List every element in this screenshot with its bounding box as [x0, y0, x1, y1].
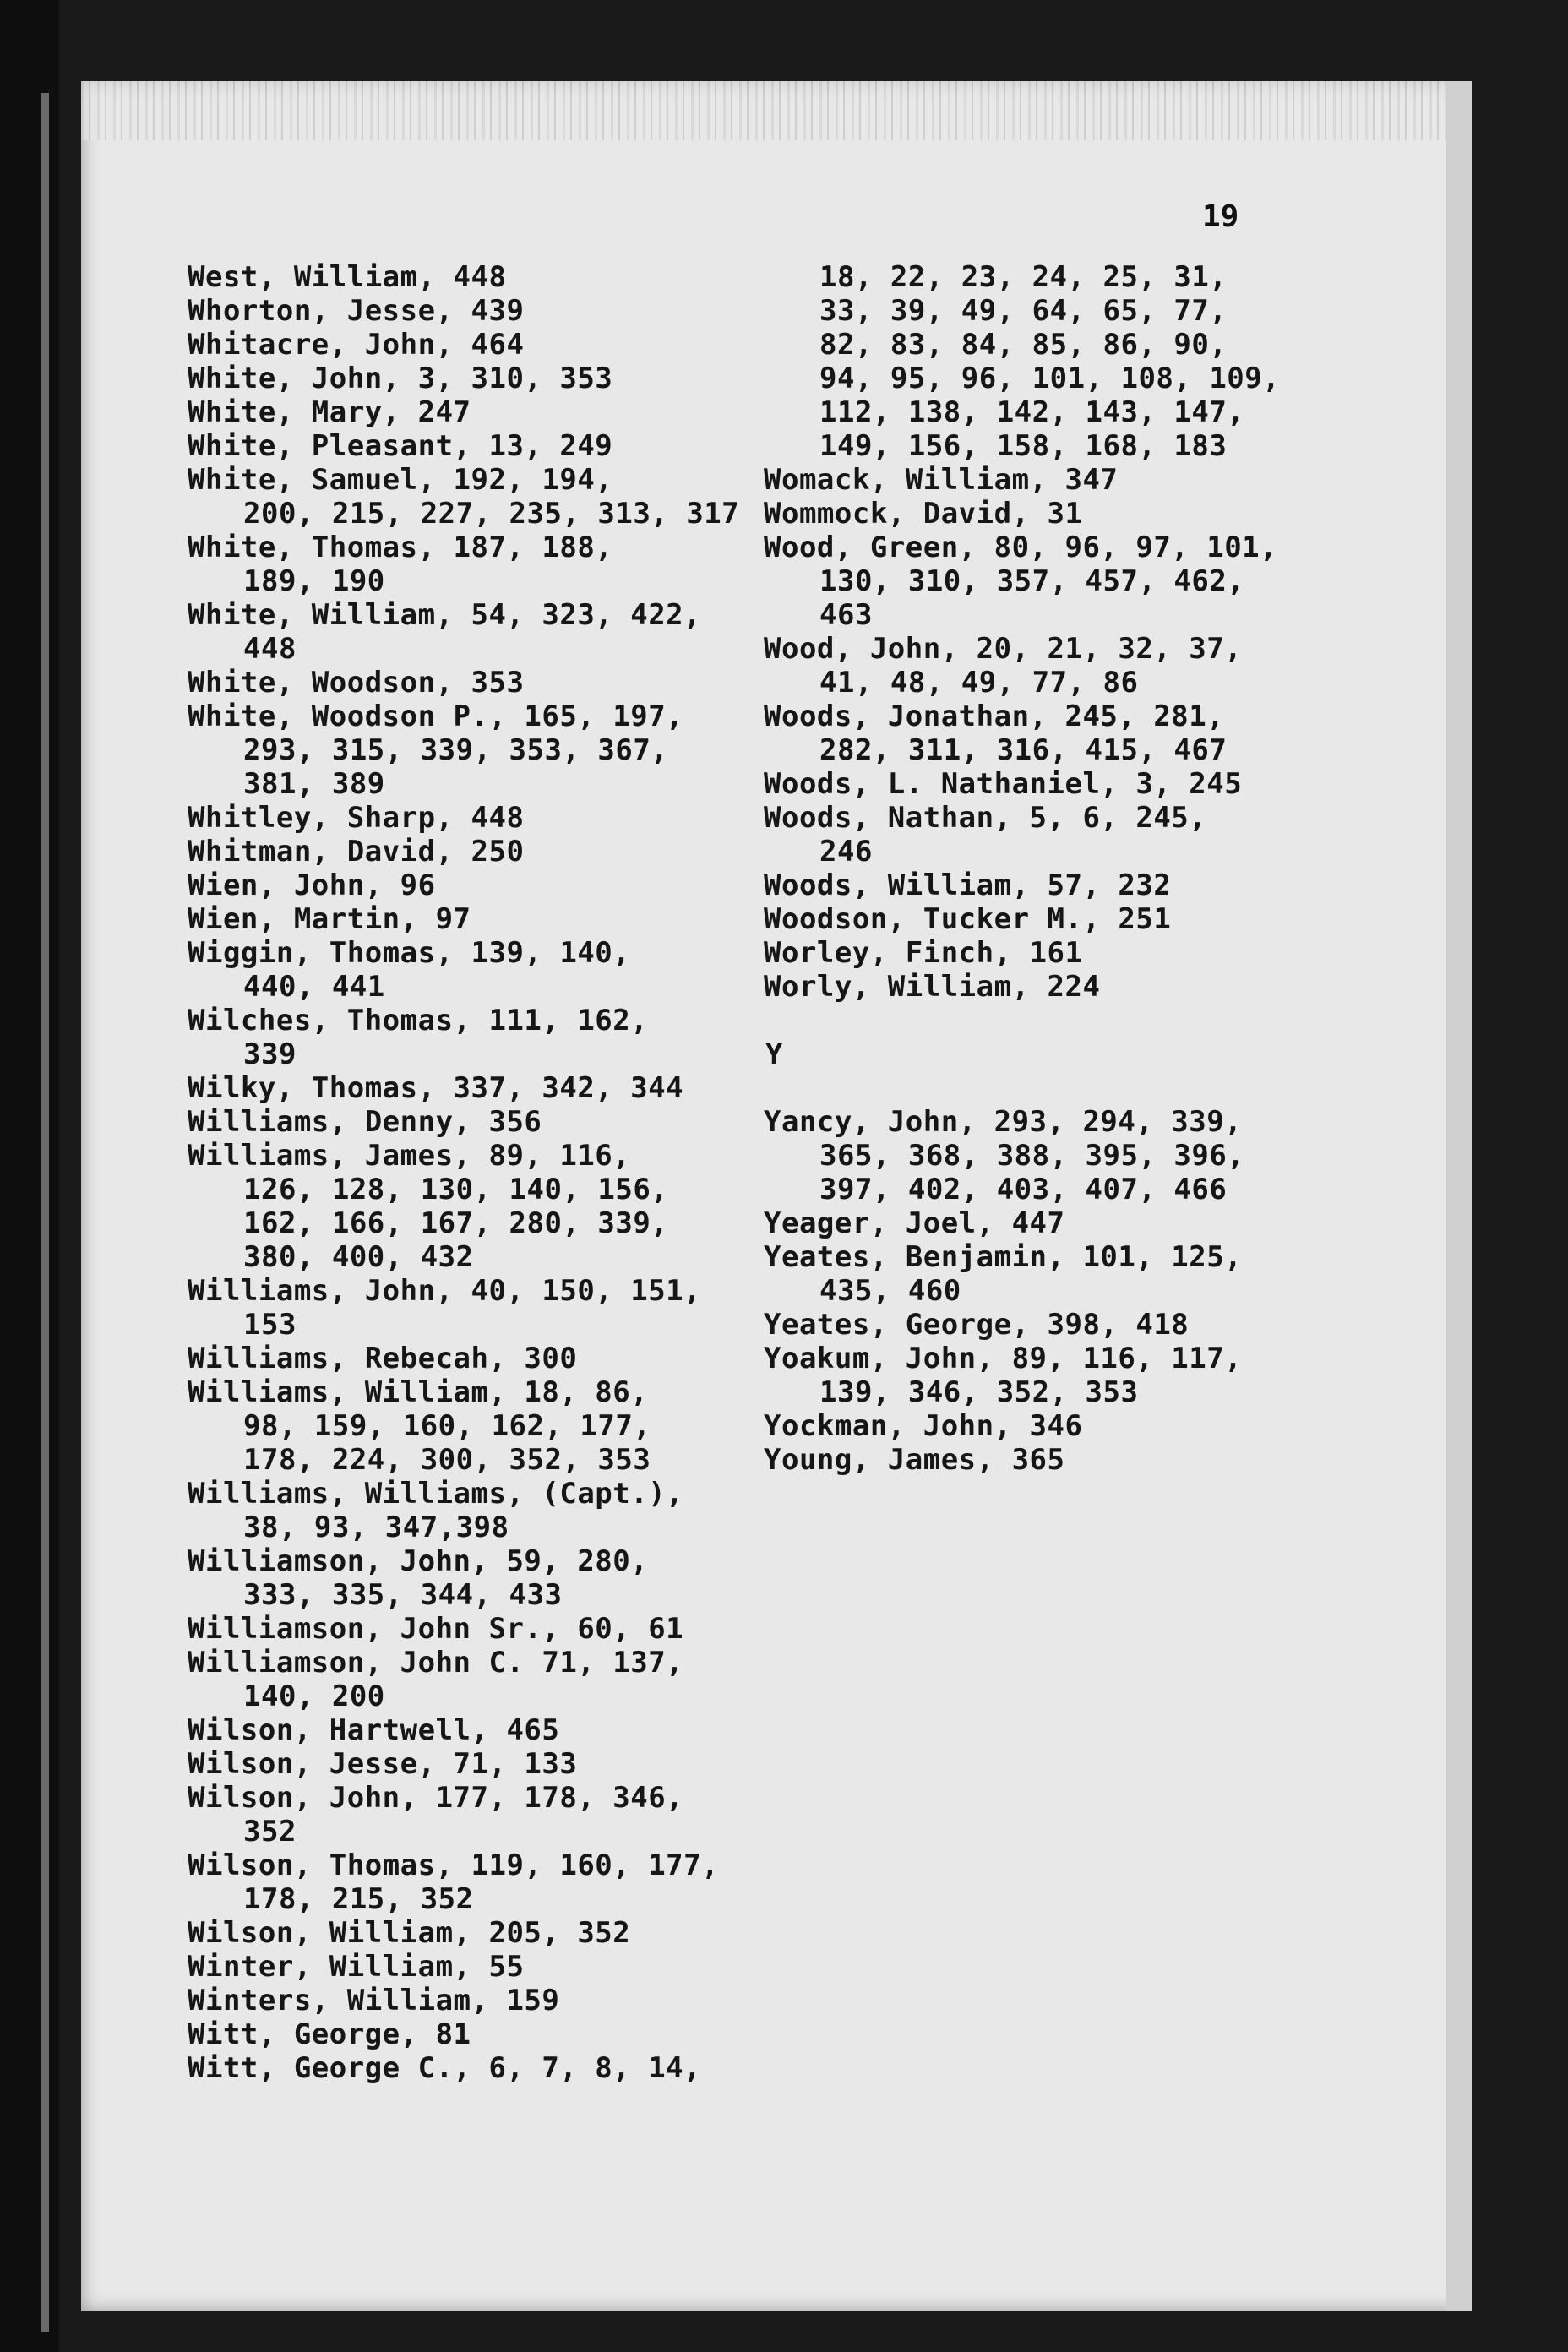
- page-number: 19: [1202, 199, 1239, 234]
- index-entry: Wilson, William, 205, 352: [188, 1916, 631, 1950]
- index-entry: White, Woodson, 353: [188, 666, 525, 700]
- index-entry: Worly, William, 224: [764, 970, 1101, 1004]
- index-entry: Williams, James, 89, 116,: [188, 1139, 631, 1173]
- index-entry: White, John, 3, 310, 353: [188, 362, 613, 395]
- index-entry-continuation: 352: [243, 1815, 297, 1848]
- index-column-left: [188, 260, 739, 2085]
- index-entry-continuation: 153: [243, 1308, 297, 1342]
- index-column-right: [764, 260, 1280, 1477]
- index-entry-continuation: 397, 402, 403, 407, 466: [819, 1173, 1228, 1206]
- scan-border: [0, 0, 59, 2352]
- index-entry: Wilky, Thomas, 337, 342, 344: [188, 1071, 684, 1105]
- index-entry: Williams, Rebecah, 300: [188, 1342, 578, 1375]
- index-entry: Womack, William, 347: [764, 463, 1119, 497]
- index-entry: White, William, 54, 323, 422,: [188, 598, 702, 632]
- index-entry-continuation: 448: [243, 632, 297, 666]
- index-entry: White, Pleasant, 13, 249: [188, 429, 613, 463]
- index-entry-continuation: 82, 83, 84, 85, 86, 90,: [819, 328, 1228, 362]
- index-entry: Witt, George C., 6, 7, 8, 14,: [188, 2051, 702, 2085]
- index-entry: Winters, William, 159: [188, 1984, 560, 2017]
- index-entry-continuation: 381, 389: [243, 767, 385, 801]
- index-entry-continuation: 41, 48, 49, 77, 86: [819, 666, 1139, 700]
- index-entry: White, Woodson P., 165, 197,: [188, 700, 684, 733]
- index-entry: Yeates, Benjamin, 101, 125,: [764, 1240, 1243, 1274]
- index-entry: Yeates, George, 398, 418: [764, 1308, 1190, 1342]
- index-entry-continuation: 178, 224, 300, 352, 353: [243, 1443, 651, 1477]
- index-entry: Whitacre, John, 464: [188, 328, 525, 362]
- index-entry-continuation: 126, 128, 130, 140, 156,: [243, 1173, 669, 1206]
- index-entry-continuation: 140, 200: [243, 1680, 385, 1713]
- index-entry-continuation: 139, 346, 352, 353: [819, 1375, 1139, 1409]
- index-entry-continuation: 94, 95, 96, 101, 108, 109,: [819, 362, 1281, 395]
- index-entry-continuation: 33, 39, 49, 64, 65, 77,: [819, 294, 1228, 328]
- index-entry: White, Samuel, 192, 194,: [188, 463, 613, 497]
- index-entry-continuation: 365, 368, 388, 395, 396,: [819, 1139, 1245, 1173]
- index-entry: Williams, Denny, 356: [188, 1105, 542, 1139]
- index-entry: Winter, William, 55: [188, 1950, 525, 1984]
- index-entry: White, Mary, 247: [188, 395, 471, 429]
- index-entry: Whitman, David, 250: [188, 835, 525, 868]
- index-entry: Williams, Williams, (Capt.),: [188, 1477, 684, 1511]
- index-entry-continuation: 98, 159, 160, 162, 177,: [243, 1409, 651, 1443]
- index-entry: West, William, 448: [188, 260, 507, 294]
- index-entry-continuation: 463: [819, 598, 873, 632]
- index-entry-continuation: 246: [819, 835, 873, 868]
- index-entry: Wood, Green, 80, 96, 97, 101,: [764, 531, 1278, 564]
- index-entry-continuation: 333, 335, 344, 433: [243, 1578, 563, 1612]
- index-entry: Williams, William, 18, 86,: [188, 1375, 649, 1409]
- index-entry: White, Thomas, 187, 188,: [188, 531, 613, 564]
- page-top-edge: [81, 81, 1472, 140]
- section-letter: Y: [765, 1037, 783, 1071]
- index-entry-continuation: 200, 215, 227, 235, 313, 317: [243, 497, 740, 531]
- index-entry: Wilson, Thomas, 119, 160, 177,: [188, 1848, 720, 1882]
- index-entry: Wien, John, 96: [188, 868, 436, 902]
- page-right-edge: [1446, 81, 1472, 2311]
- index-entry: Woods, Nathan, 5, 6, 245,: [764, 801, 1207, 835]
- index-entry-continuation: 282, 311, 316, 415, 467: [819, 733, 1228, 767]
- index-entry: Wilson, Hartwell, 465: [188, 1713, 560, 1747]
- index-page: [81, 81, 1472, 2311]
- index-entry-continuation: 112, 138, 142, 143, 147,: [819, 395, 1245, 429]
- index-entry: Williamson, John C. 71, 137,: [188, 1646, 684, 1680]
- index-entry: Wilson, John, 177, 178, 346,: [188, 1781, 684, 1815]
- index-entry-continuation: 440, 441: [243, 970, 385, 1004]
- index-entry: Wilson, Jesse, 71, 133: [188, 1747, 578, 1781]
- index-entry: Williams, John, 40, 150, 151,: [188, 1274, 702, 1308]
- index-entry-continuation: 130, 310, 357, 457, 462,: [819, 564, 1245, 598]
- index-entry: Yancy, John, 293, 294, 339,: [764, 1105, 1243, 1139]
- index-entry: Worley, Finch, 161: [764, 936, 1083, 970]
- index-entry: Woods, L. Nathaniel, 3, 245: [764, 767, 1243, 801]
- index-entry: Wiggin, Thomas, 139, 140,: [188, 936, 631, 970]
- index-entry: Witt, George, 81: [188, 2017, 471, 2051]
- index-entry: Wommock, David, 31: [764, 497, 1083, 531]
- index-entry: Williamson, John Sr., 60, 61: [188, 1612, 684, 1646]
- index-entry-continuation: 18, 22, 23, 24, 25, 31,: [819, 260, 1228, 294]
- index-entry: Woods, Jonathan, 245, 281,: [764, 700, 1225, 733]
- index-entry-continuation: 38, 93, 347,398: [243, 1511, 509, 1544]
- index-entry: Yockman, John, 346: [764, 1409, 1083, 1443]
- index-entry-continuation: 339: [243, 1037, 297, 1071]
- index-entry-continuation: 189, 190: [243, 564, 385, 598]
- spacer: [764, 1004, 1280, 1037]
- index-entry-continuation: 380, 400, 432: [243, 1240, 474, 1274]
- index-entry-continuation: 149, 156, 158, 168, 183: [819, 429, 1228, 463]
- index-entry: Wilches, Thomas, 111, 162,: [188, 1004, 649, 1037]
- index-entry-continuation: 162, 166, 167, 280, 339,: [243, 1206, 669, 1240]
- index-entry: Wood, John, 20, 21, 32, 37,: [764, 632, 1243, 666]
- index-entry-continuation: 178, 215, 352: [243, 1882, 474, 1916]
- spacer: [764, 1071, 1280, 1105]
- index-entry-continuation: 435, 460: [819, 1274, 961, 1308]
- scan-edge: [41, 93, 49, 2332]
- index-entry: Young, James, 365: [764, 1443, 1065, 1477]
- index-entry: Williamson, John, 59, 280,: [188, 1544, 649, 1578]
- index-entry: Woods, William, 57, 232: [764, 868, 1172, 902]
- index-entry: Yoakum, John, 89, 116, 117,: [764, 1342, 1243, 1375]
- index-entry-continuation: 293, 315, 339, 353, 367,: [243, 733, 669, 767]
- index-entry: Wien, Martin, 97: [188, 902, 471, 936]
- index-entry: Woodson, Tucker M., 251: [764, 902, 1172, 936]
- index-entry: Whitley, Sharp, 448: [188, 801, 525, 835]
- index-entry: Yeager, Joel, 447: [764, 1206, 1065, 1240]
- index-entry: Whorton, Jesse, 439: [188, 294, 525, 328]
